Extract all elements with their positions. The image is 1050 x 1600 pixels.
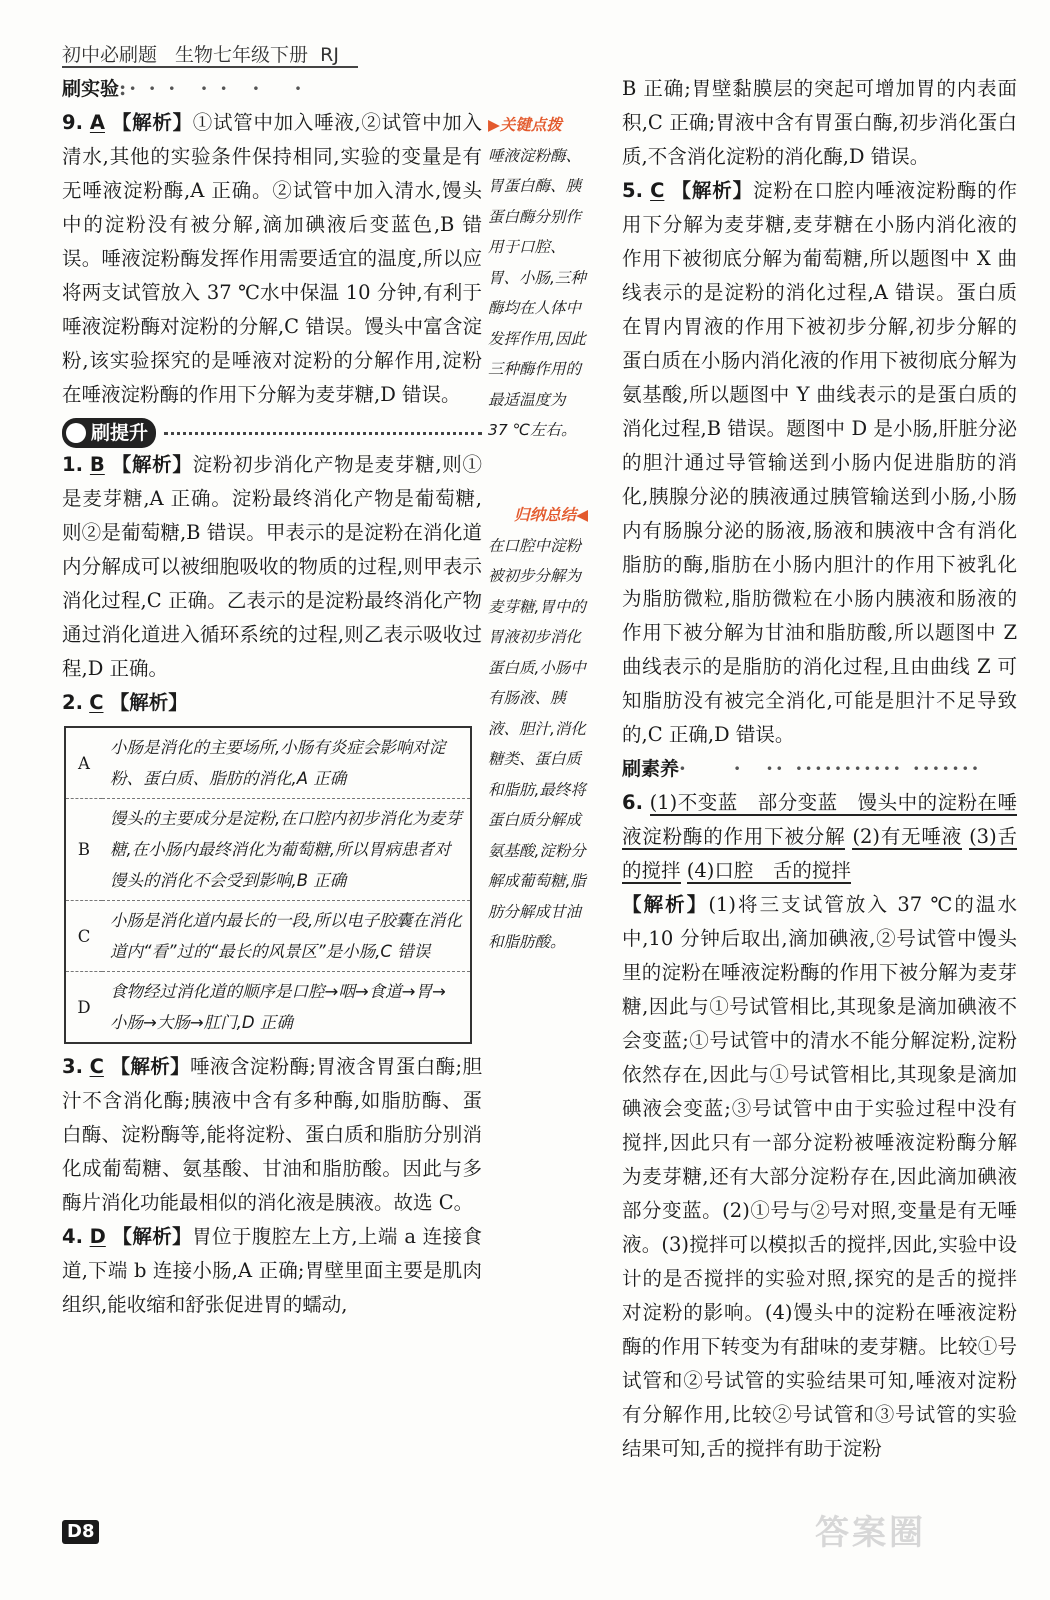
key-tip-text: 唾液淀粉酶、胃蛋白酶、胰蛋白酶分别作用于口腔、胃、小肠,三种酶均在人体中发挥作用,因此三种酶作用的最适温度为 37 ℃左右。 <box>488 146 586 439</box>
table-row: A 小肠是消化的主要场所,小肠有炎症会影响对淀粉、蛋白质、脂肪的消化,A 正确 <box>65 727 471 799</box>
header-rule <box>62 66 358 68</box>
analysis-table <box>64 726 472 1044</box>
answer-4: D <box>89 1225 106 1248</box>
section-experiment: 刷实验:· · · · · · · <box>62 77 305 100</box>
summary-title: 归纳总结◀ <box>514 506 588 524</box>
key-tip-title: ▶关键点拨 <box>488 116 562 134</box>
pencil-icon <box>66 423 86 443</box>
answer-2: C <box>89 691 104 714</box>
question-9: 9. A 【解析】①试管中加入唾液,②试管中加入清水,其他的实验条件保持相同,实验的变量是有无唾液淀粉酶,A 正确。②试管中加入清水,馒头中的淀粉没有被分解,滴加碘液后变蓝色,B 错误。唾液淀粉酶发挥作用需要适宜的温度,所以应将两支试管放入 37 ℃水中保温 10 分钟,有利于唾液淀粉酶对淀粉的分解,C 错误。馒头中富含淀粉,该实验探究的是唾液对淀粉的分解作用,淀粉在唾液淀粉酶的作用下分解为麦芽糖,D 错误。 <box>62 111 483 406</box>
answer-9: A <box>89 111 105 134</box>
question-5: 5. C 【解析】淀粉在口腔内唾液淀粉酶的作用下分解为麦芽糖,麦芽糖在小肠内消化液的作用下被彻底分解为葡萄糖,所以题图中 X 曲线表示的是淀粉的消化过程,A 错误。蛋白质在胃内胃液的作用下被初步分解,初步分解的蛋白质在小肠内消化液的作用下被彻底分解为氨基酸,所以题图中 Y 曲线表示的是蛋白质的消化过程,B 错误。题图中 D 是小肠,肝脏分泌的胆汁通过导管输送到小肠内促进脂肪的消化,胰腺分泌的胰液通过胰管输送到小肠,小肠内有肠腺分泌的肠液,肠液和胰液中含有消化脂肪的酶,脂肪在小肠内胆汁的作用下被乳化为脂肪微粒,脂肪微粒在小肠内胰液和肠液的作用下被分解为甘油和脂肪酸,所以题图中 Z 曲线表示的是脂肪的消化过程,且由曲线 Z 可知脂肪没有被完全消化,可能是胆汁不足导致的,C 正确,D 错误。 <box>622 179 1017 746</box>
answer-6-2: (2)有无唾液 <box>852 825 963 848</box>
table-row: D 食物经过消化道的顺序是口腔→咽→食道→胃→小肠→大肠→肛门,D 正确 <box>77 982 446 1032</box>
section-improve: 刷提升 <box>62 418 482 448</box>
key-tip-note <box>488 110 588 446</box>
question-3: 3. C 【解析】唾液含淀粉酶;胃液含胃蛋白酶;胆汁不含消化酶;胰液中含有多种酶,如脂肪酶、蛋白酶、淀粉酶等,能将淀粉、蛋白质和脂肪分别消化成葡萄糖、氨基酸、甘油和脂肪酸。因此与多酶片消化功能最相似的消化液是胰液。故选 C。 <box>62 1055 483 1214</box>
answer-6-3: (3)舌的搅拌 <box>622 825 1017 882</box>
answer-6-4: (4)口腔 舌的搅拌 <box>686 859 851 882</box>
page-header <box>62 40 339 67</box>
question-4-continued: B 正确;胃壁黏膜层的突起可增加胃的内表面积,C 正确;胃液中含有胃蛋白酶,初步消化蛋白质,不含消化淀粉的消化酶,D 错误。 <box>622 77 1017 168</box>
question-2: 2. C 【解析】 <box>62 691 188 714</box>
book-title: 初中必刷题 <box>62 44 158 66</box>
subject-title: 生物七年级下册 <box>175 44 309 66</box>
question-4: 4. D 【解析】胃位于腹腔左上方,上端 a 连接食道,下端 b 连接小肠,A 正确;胃壁里面主要是肌肉组织,能收缩和舒张促进胃的蠕动, <box>62 1225 482 1316</box>
table-row: B 馒头的主要成分是淀粉,在口腔内初步消化为麦芽糖,在小肠内最终消化为葡萄糖,所以胃病患者对馒头的消化不会受到影响,B 正确 <box>65 799 471 901</box>
question-6-analysis: 【解析】(1)将三支试管放入 37 ℃的温水中,10 分钟后取出,滴加碘液,②号试管中馒头里的淀粉在唾液淀粉酶的作用下被分解为麦芽糖,因此与①号试管相比,其现象是滴加碘液不会变蓝;①号试管中的清水不能分解淀粉,淀粉依然存在,因此与①号试管相比,其现象是滴加碘液会变蓝;③号试管中由于实验过程中没有搅拌,因此只有一部分淀粉被唾液淀粉酶分解为麦芽糖,还有大部分淀粉存在,因此滴加碘液部分变蓝。(2)①号与②号对照,变量是有无唾液。(3)搅拌可以模拟舌的搅拌,因此,实验中设计的是否搅拌的实验对照,探究的是舌的搅拌对淀粉的影响。(4)馒头中的淀粉在唾液淀粉酶的作用下转变为有甜味的麦芽糖。比较①号试管和②号试管的实验结果可知,唾液对淀粉有分解作用,比较②号试管和③号试管的实验结果可知,舌的搅拌有助于淀粉 <box>622 893 1017 1460</box>
section-literacy: 刷素养· · ·· ··········· ······· <box>622 757 982 780</box>
right-column <box>622 72 1017 1466</box>
answer-1: B <box>89 453 105 476</box>
edition-label: RJ <box>320 44 339 66</box>
table-row: C 小肠是消化道内最长的一段,所以电子胶囊在消化道内“看”过的“最长的风景区”是小肠,C 错误 <box>65 901 471 972</box>
page-number: D8 <box>62 1520 99 1544</box>
answer-6-1: (1)不变蓝 部分变蓝 馒头中的淀粉在唾液淀粉酶的作用下被分解 <box>622 791 1017 848</box>
summary-note <box>488 500 588 958</box>
answer-3: C <box>89 1055 104 1078</box>
question-1: 1. B 【解析】淀粉初步消化产物是麦芽糖,则①是麦芽糖,A 正确。淀粉最终消化产物是葡萄糖,则②是葡萄糖,B 错误。甲表示的是淀粉在消化道内分解成可以被细胞吸收的物质的过程,则甲表示消化过程,C 正确。乙表示的是淀粉最终消化产物通过消化道进入循环系统的过程,则乙表示吸收过程,D 正确。 <box>62 453 483 680</box>
left-column <box>62 72 482 1322</box>
summary-text: 在口腔中淀粉被初步分解为麦芽糖,胃中的胃液初步消化蛋白质,小肠中有肠液、胰液、胆汁,消化糖类、蛋白质和脂肪,最终将蛋白质分解成氨基酸,淀粉分解成葡萄糖,脂肪分解成甘油和脂肪酸。 <box>488 536 586 951</box>
answer-5: C <box>650 179 665 202</box>
question-6: 6. (1)不变蓝 部分变蓝 馒头中的淀粉在唾液淀粉酶的作用下被分解 (2)有无唾液 (3)舌的搅拌 (4)口腔 舌的搅拌 <box>622 791 1017 882</box>
watermark: 答案圈 <box>815 1513 926 1553</box>
